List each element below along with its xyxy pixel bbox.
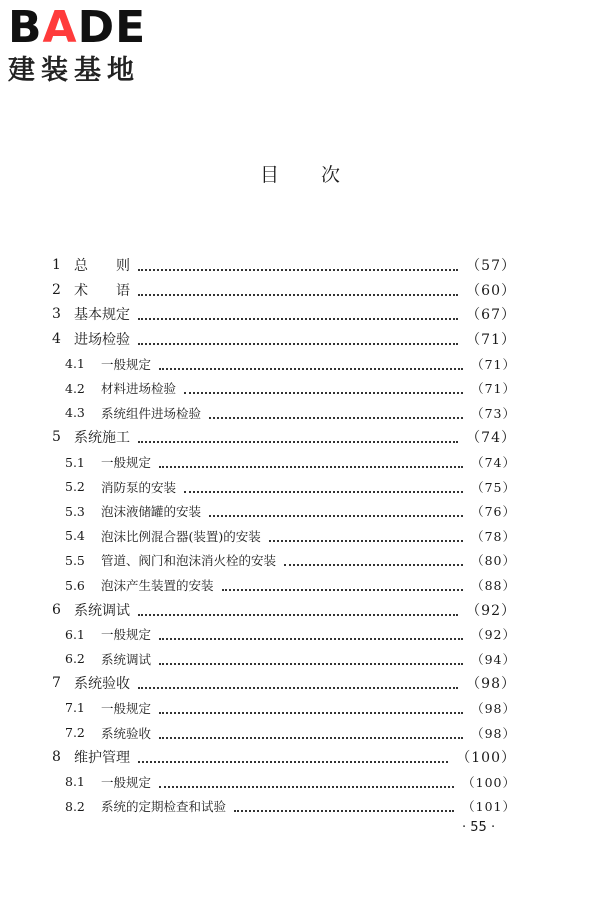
toc-entry-number: 7.2 bbox=[65, 725, 85, 741]
table-of-contents bbox=[52, 253, 516, 819]
toc-chapter-entry[interactable] bbox=[52, 253, 516, 278]
toc-entry-number: 4 bbox=[52, 331, 61, 348]
toc-entry-page: （92） bbox=[466, 602, 516, 619]
toc-section-entry[interactable] bbox=[52, 720, 516, 745]
toc-entry-number: 1 bbox=[52, 257, 61, 274]
toc-entry-page: （71） bbox=[466, 332, 516, 349]
toc-entry-label: 泡沫比例混合器(装置)的安装 bbox=[101, 528, 261, 544]
toc-entry-page: （75） bbox=[471, 479, 516, 495]
toc-entry-page: （67） bbox=[466, 307, 516, 324]
toc-title: 目次 bbox=[259, 164, 382, 186]
toc-chapter-entry[interactable] bbox=[52, 327, 516, 352]
toc-entry-page: （71） bbox=[471, 356, 516, 372]
toc-dot-leader bbox=[159, 735, 463, 739]
toc-entry-label: 系统验收 bbox=[101, 725, 152, 741]
toc-dot-leader bbox=[138, 685, 458, 689]
toc-entry-label: 一般规定 bbox=[101, 700, 152, 716]
toc-section-entry[interactable] bbox=[52, 499, 516, 524]
toc-dot-leader bbox=[209, 415, 463, 419]
toc-dot-leader bbox=[138, 292, 458, 296]
toc-entry-label: 进场检验 bbox=[74, 332, 130, 349]
toc-section-entry[interactable] bbox=[52, 548, 516, 573]
toc-section-entry[interactable] bbox=[52, 573, 516, 598]
toc-entry-label: 系统的定期检查和试验 bbox=[101, 799, 227, 815]
toc-dot-leader bbox=[138, 316, 458, 320]
toc-entry-number: 2 bbox=[52, 281, 61, 298]
toc-section-entry[interactable] bbox=[52, 450, 516, 475]
toc-section-entry[interactable] bbox=[52, 647, 516, 672]
toc-dot-leader bbox=[138, 759, 448, 763]
toc-entry-label: 消防泵的安装 bbox=[101, 479, 177, 495]
toc-chapter-entry[interactable] bbox=[52, 671, 516, 696]
toc-entry-page: （98） bbox=[471, 725, 516, 741]
toc-entry-label: 系统施工 bbox=[74, 430, 130, 447]
toc-entry-label: 管道、阀门和泡沫消火栓的安装 bbox=[101, 553, 277, 569]
toc-dot-leader bbox=[159, 661, 463, 665]
toc-entry-page: （73） bbox=[471, 405, 516, 421]
toc-chapter-entry[interactable] bbox=[52, 597, 516, 622]
toc-entry-number: 6 bbox=[52, 601, 61, 618]
toc-entry-number: 7 bbox=[52, 675, 61, 692]
toc-section-entry[interactable] bbox=[52, 696, 516, 721]
toc-section-entry[interactable] bbox=[52, 794, 516, 819]
page-number: · 55 · bbox=[462, 820, 496, 835]
toc-entry-page: （74） bbox=[471, 455, 516, 471]
toc-entry-page: （74） bbox=[466, 430, 516, 447]
toc-entry-label: 基本规定 bbox=[74, 307, 130, 324]
logo-wordmark: BADE bbox=[8, 2, 147, 53]
toc-entry-label: 系统调试 bbox=[74, 602, 130, 619]
toc-dot-leader bbox=[159, 784, 454, 788]
toc-entry-page: （100） bbox=[462, 774, 516, 790]
toc-entry-number: 5.6 bbox=[65, 577, 85, 593]
toc-entry-number: 5.1 bbox=[65, 454, 85, 470]
toc-entry-page: （76） bbox=[471, 504, 516, 520]
toc-entry-label: 系统组件进场检验 bbox=[101, 405, 202, 421]
toc-entry-number: 5.5 bbox=[65, 552, 85, 568]
toc-dot-leader bbox=[184, 489, 463, 493]
toc-section-entry[interactable] bbox=[52, 524, 516, 549]
toc-entry-number: 5.3 bbox=[65, 503, 85, 519]
toc-entry-label: 泡沫液储罐的安装 bbox=[101, 504, 202, 520]
toc-entry-number: 8.2 bbox=[65, 798, 85, 814]
toc-entry-number: 4.2 bbox=[65, 380, 85, 396]
toc-chapter-entry[interactable] bbox=[52, 278, 516, 303]
toc-entry-page: （98） bbox=[471, 700, 516, 716]
toc-entry-page: （78） bbox=[471, 528, 516, 544]
toc-entry-page: （71） bbox=[471, 381, 516, 397]
toc-entry-number: 5.2 bbox=[65, 479, 85, 495]
toc-dot-leader bbox=[138, 267, 458, 271]
toc-dot-leader bbox=[138, 341, 458, 345]
toc-dot-leader bbox=[159, 636, 463, 640]
toc-dot-leader bbox=[138, 439, 458, 443]
toc-chapter-entry[interactable] bbox=[52, 302, 516, 327]
toc-entry-label: 材料进场检验 bbox=[101, 381, 177, 397]
toc-entry-page: （100） bbox=[456, 750, 516, 767]
toc-dot-leader bbox=[159, 366, 463, 370]
toc-entry-label: 系统调试 bbox=[101, 651, 152, 667]
toc-section-entry[interactable] bbox=[52, 474, 516, 499]
toc-entry-number: 6.1 bbox=[65, 626, 85, 642]
toc-dot-leader bbox=[234, 808, 454, 812]
toc-entry-number: 8.1 bbox=[65, 774, 85, 790]
toc-dot-leader bbox=[222, 587, 464, 591]
toc-entry-label: 总 则 bbox=[74, 258, 130, 275]
toc-entry-label: 术 语 bbox=[74, 282, 130, 299]
toc-entry-page: （98） bbox=[466, 676, 516, 693]
toc-entry-page: （94） bbox=[471, 651, 516, 667]
toc-entry-page: （57） bbox=[466, 258, 516, 275]
bade-logo bbox=[8, 2, 178, 86]
toc-entry-label: 一般规定 bbox=[101, 455, 152, 471]
toc-entry-label: 泡沫产生装置的安装 bbox=[101, 578, 214, 594]
toc-entry-number: 8 bbox=[52, 749, 61, 766]
toc-entry-number: 5 bbox=[52, 429, 61, 446]
toc-entry-page: （60） bbox=[466, 282, 516, 299]
toc-dot-leader bbox=[184, 390, 463, 394]
toc-chapter-entry[interactable] bbox=[52, 425, 516, 450]
toc-entry-number: 6.2 bbox=[65, 651, 85, 667]
toc-section-entry[interactable] bbox=[52, 376, 516, 401]
toc-entry-number: 7.1 bbox=[65, 700, 85, 716]
toc-chapter-entry[interactable] bbox=[52, 745, 516, 770]
toc-dot-leader bbox=[159, 464, 463, 468]
toc-entry-page: （101） bbox=[462, 799, 516, 815]
toc-entry-page: （88） bbox=[471, 578, 516, 594]
toc-entry-label: 一般规定 bbox=[101, 356, 152, 372]
toc-entry-number: 3 bbox=[52, 306, 61, 323]
toc-section-entry[interactable] bbox=[52, 622, 516, 647]
toc-entry-page: （80） bbox=[471, 553, 516, 569]
toc-entry-number: 5.4 bbox=[65, 528, 85, 544]
toc-dot-leader bbox=[209, 513, 463, 517]
toc-entry-label: 一般规定 bbox=[101, 627, 152, 643]
toc-section-entry[interactable] bbox=[52, 769, 516, 794]
toc-dot-leader bbox=[159, 710, 463, 714]
logo-subtitle: 建装基地 bbox=[8, 55, 140, 86]
toc-dot-leader bbox=[269, 538, 463, 542]
toc-entry-page: （92） bbox=[471, 627, 516, 643]
toc-section-entry[interactable] bbox=[52, 351, 516, 376]
toc-entry-label: 维护管理 bbox=[74, 750, 130, 767]
toc-dot-leader bbox=[284, 562, 463, 566]
toc-entry-number: 4.3 bbox=[65, 405, 85, 421]
toc-entry-label: 一般规定 bbox=[101, 774, 152, 790]
toc-entry-number: 4.1 bbox=[65, 356, 85, 372]
toc-section-entry[interactable] bbox=[52, 401, 516, 426]
toc-dot-leader bbox=[138, 612, 458, 616]
toc-entry-label: 系统验收 bbox=[74, 676, 130, 693]
